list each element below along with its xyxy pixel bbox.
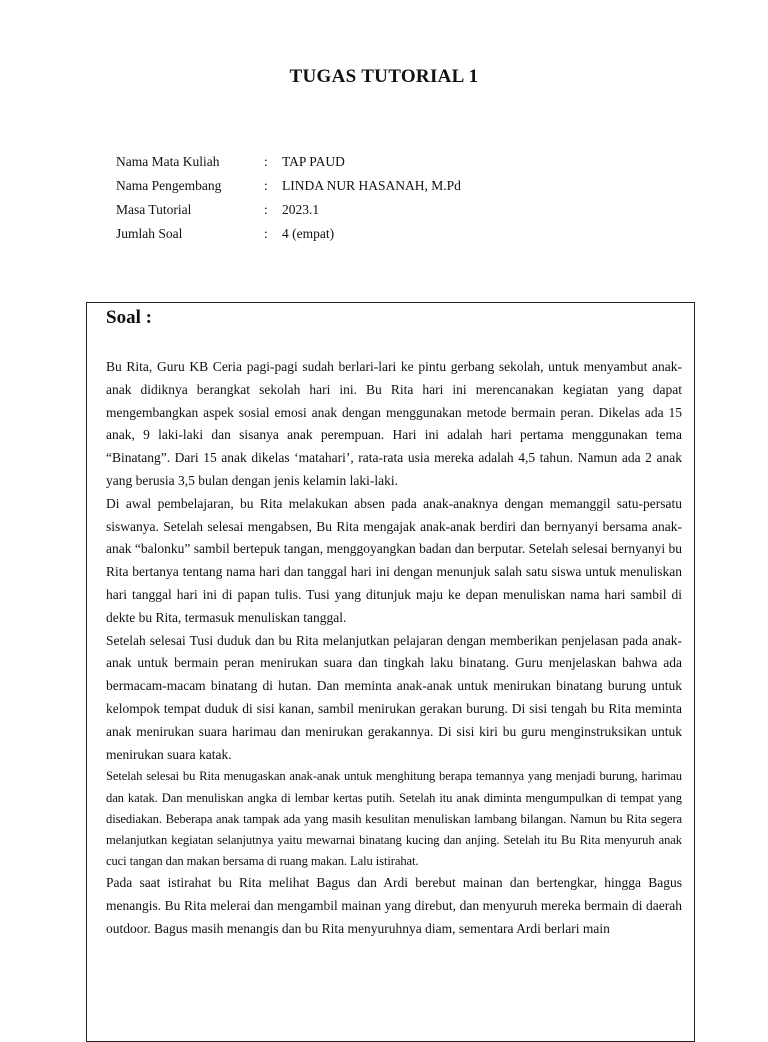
info-label: Nama Pengembang	[116, 178, 222, 193]
info-colon: :	[264, 154, 268, 169]
info-value: 2023.1	[282, 202, 320, 217]
info-row-developer	[116, 174, 461, 198]
paragraph-role-play: Setelah selesai Tusi duduk dan bu Rita melanjutkan pelajaran dengan memberikan penjelasan pada anak-anak untuk bermain peran menirukan suara dan tingkah laku binatang. Guru menjelaskan bahwa ada bermacam-macam binatang di hutan. Dan meminta anak-anak untuk menirukan binatang burung untuk kelompok tempat duduk di sisi kanan, sambil menirukan gerakan burung. Di sisi tengah bu Rita meminta anak menirukan suara harimau dan menirukan gerakannya. Di sisi kiri bu guru menginstruksikan untuk menirukan suara katak.	[106, 632, 682, 762]
course-info	[116, 150, 461, 246]
paragraph-attendance: Di awal pembelajaran, bu Rita melakukan absen pada anak-anaknya dengan memanggil satu-persatu siswanya. Setelah selesai mengabsen, Bu Rita mengajak anak-anak berdiri dan bernyanyi bersama anak- anak “balonku” sambil bertepuk tangan, menggoyangkan badan dan berputar. Setelah selesai bernyanyi bu Rita bertanya tentang nama hari dan tanggal hari ini dengan menunjuk salah satu siswa untuk menuliskan hari tanggal hari ini di papan tulis. Tusi yang ditunjuk maju ke depan menuliskan nama hari sambil di dekte bu Rita, termasuk menuliskan tanggal.	[106, 495, 682, 625]
info-label: Masa Tutorial	[116, 202, 192, 217]
info-value: TAP PAUD	[282, 154, 345, 169]
info-row-period	[116, 198, 461, 222]
question-box	[86, 302, 695, 1042]
info-colon: :	[264, 178, 268, 193]
info-label: Jumlah Soal	[116, 226, 183, 241]
info-row-question-count	[116, 222, 461, 246]
question-heading: Soal :	[106, 307, 152, 328]
info-row-course	[116, 150, 461, 174]
paragraph-counting: Setelah selesai bu Rita menugaskan anak-anak untuk menghitung berapa temannya yang menjadi burung, harimau dan katak. Dan menuliskan angka di lembar kertas putih. Setelah itu anak diminta mengumpulkan di tempat yang disediakan. Beberapa anak tampak ada yang masih kesulitan menuliskan lambang bilangan. Namun bu Rita segera melanjutkan kegiatan selanjutnya yaitu mewarnai binatang kucing dan anjing. Setelah itu Bu Rita menyuruh anak cuci tangan dan makan bersama di ruang makan. Lalu istirahat.	[106, 769, 682, 869]
paragraph-recess: Pada saat istirahat bu Rita melihat Bagus dan Ardi berebut mainan dan bertengkar, hingga Bagus menangis. Bu Rita melerai dan mengambil mainan yang direbut, dan menyuruh mereka bermain di daerah outdoor. Bagus masih menangis dan bu Rita menyuruhnya diam, sementara Ardi berlari main	[106, 875, 682, 936]
paragraph-intro: Bu Rita, Guru KB Ceria pagi-pagi sudah berlari-lari ke pintu gerbang sekolah, untuk menyambut anak-anak didiknya berangkat sekolah hari ini. Bu Rita hari ini merencanakan kegiatan yang dapat mengembangkan aspek sosial emosi anak dengan menggunakan metode bermain peran. Dikelas ada 15 anak, 9 laki-laki dan sisanya anak perempuan. Hari ini adalah hari pertama menggunakan tema “Binatang”. Dari 15 anak dikelas ‘matahari’, rata-rata usia mereka adalah 4,5 tahun. Namun ada 2 anak yang berusia 3,5 bulan dengan jenis kelamin laki-laki.	[106, 359, 682, 488]
info-value: LINDA NUR HASANAH, M.Pd	[282, 178, 461, 193]
info-colon: :	[264, 202, 268, 217]
info-label: Nama Mata Kuliah	[116, 154, 220, 169]
document-title: TUGAS TUTORIAL 1	[289, 66, 479, 87]
info-colon: :	[264, 226, 268, 241]
info-value: 4 (empat)	[282, 226, 335, 241]
